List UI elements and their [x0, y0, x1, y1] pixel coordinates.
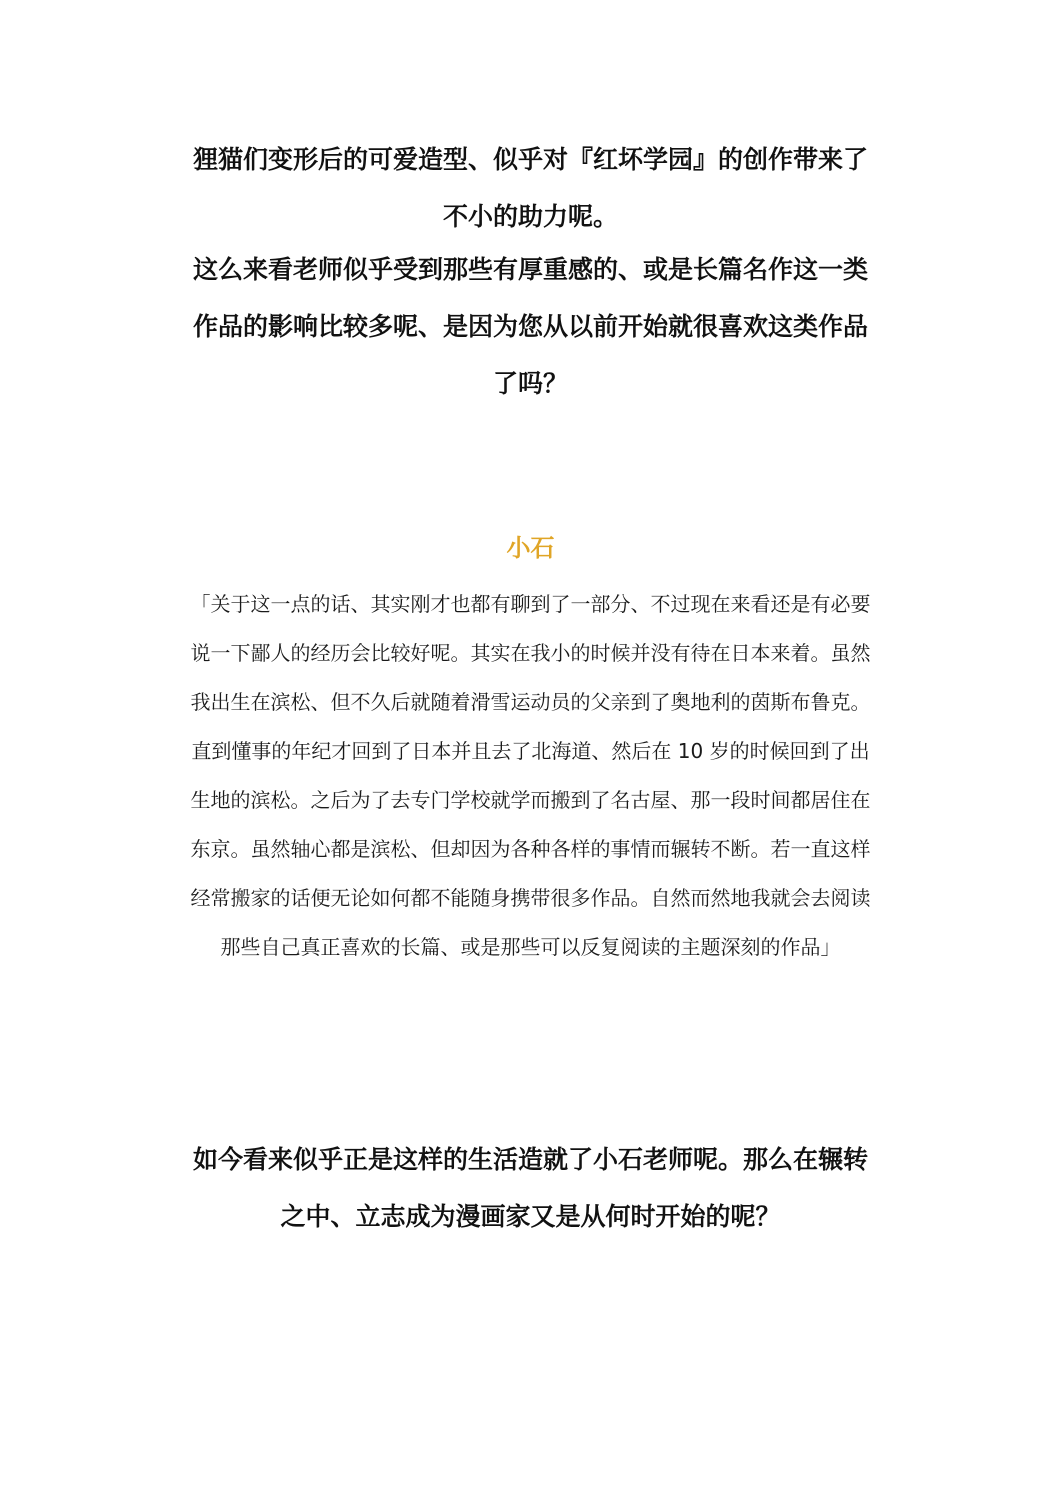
- question-line: 了吗？: [492, 369, 568, 398]
- answer-line: 东京。虽然轴心都是滨松、但却因为各种各样的事情而辗转不断。若一直这样: [190, 837, 871, 861]
- answer-line: 生地的滨松。之后为了去专门学校就学而搬到了名古屋、那一段时间都居住在: [190, 788, 871, 812]
- answer-line: 那些自己真正喜欢的长篇、或是那些可以反复阅读的主题深刻的作品」: [220, 935, 841, 959]
- answer-line: 「关于这一点的话、其实刚才也都有聊到了一部分、不过现在来看还是有必要: [190, 592, 871, 616]
- answer-line: 说一下鄙人的经历会比较好呢。其实在我小的时候并没有待在日本来着。虽然: [190, 641, 871, 665]
- speaker-name: 小石: [506, 534, 555, 562]
- answer-line: 直到懂事的年纪才回到了日本并且去了北海道、然后在 10 岁的时候回到了出: [191, 739, 870, 763]
- question-line: 之中、立志成为漫画家又是从何时开始的呢？: [280, 1202, 781, 1231]
- interview-question-3: [160, 1131, 901, 1245]
- interview-question-1: [160, 131, 901, 245]
- question-line: 不小的助力呢。: [442, 202, 618, 231]
- interview-question-2: [160, 241, 901, 412]
- question-line: 狸猫们变形后的可爱造型、似乎对『红坏学园』的创作带来了: [192, 145, 868, 174]
- interview-answer: [160, 580, 901, 972]
- answer-line: 经常搬家的话便无论如何都不能随身携带很多作品。自然而然地我就会去阅读: [190, 886, 871, 910]
- question-line: 这么来看老师似乎受到那些有厚重感的、或是长篇名作这一类: [192, 255, 868, 284]
- question-line: 如今看来似乎正是这样的生活造就了小石老师呢。那么在辗转: [192, 1145, 868, 1174]
- answer-line: 我出生在滨松、但不久后就随着滑雪运动员的父亲到了奥地利的茵斯布鲁克。: [190, 690, 871, 714]
- question-line: 作品的影响比较多呢、是因为您从以前开始就很喜欢这类作品: [192, 312, 868, 341]
